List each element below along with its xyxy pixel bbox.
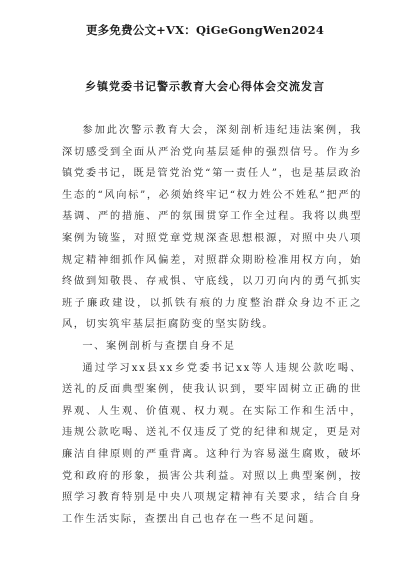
body-paragraph-case-analysis: 通过学习xx县xx乡党委书记xx等人违规公款吃喝、送礼的反面典型案例，使我认识到，要牢固树立正确的世界观、人生观、价值观、权力观。在实际工作和生活中，违规公款吃喝、送礼不仅违反了党的纪律和规定，更是对廉洁自律原则的严重背离。这种行为容易滋生腐败，破坏党和政府的形象，损害公共利益。对照以上典型案例，按照学习教育特别是中央八项规定精神有关要求，结合自身工作生活实际，查摆出自己也存在一些不足问题。: [62, 362, 362, 525]
body-paragraph-intro: 参加此次警示教育大会，深刻剖析违纪违法案例，我深切感受到全面从严治党向基层延伸的强烈信号。作为乡镇党委书记，既是管党治党“第一责任人”，也是基层政治生态的“风向标”，必须始终牢记“权力姓公不姓私”把严的基调、严的措施、严的氛围贯穿工作全过程。我将以典型案例为镜鉴，对照党章党规深查思想根源，对照中央八项规定精神细抓作风偏差，对照群众期盼检准用权方向，始终做到知敬畏、存戒惧、守底线，以刀刃向内的勇气抓实班子廉政建设，以抓铁有痕的力度整治群众身边不正之风，切实筑牢基层拒腐防变的坚实防线。: [62, 125, 362, 331]
document-title: 乡镇党委书记警示教育大会心得体会交流发言: [85, 80, 325, 93]
section-heading-1: 一、案例剖析与查摆自身不足: [82, 340, 236, 352]
document-body: [62, 120, 362, 530]
promo-header-line: 更多免费公文+VX：QiGeGongWen2024: [85, 23, 325, 37]
